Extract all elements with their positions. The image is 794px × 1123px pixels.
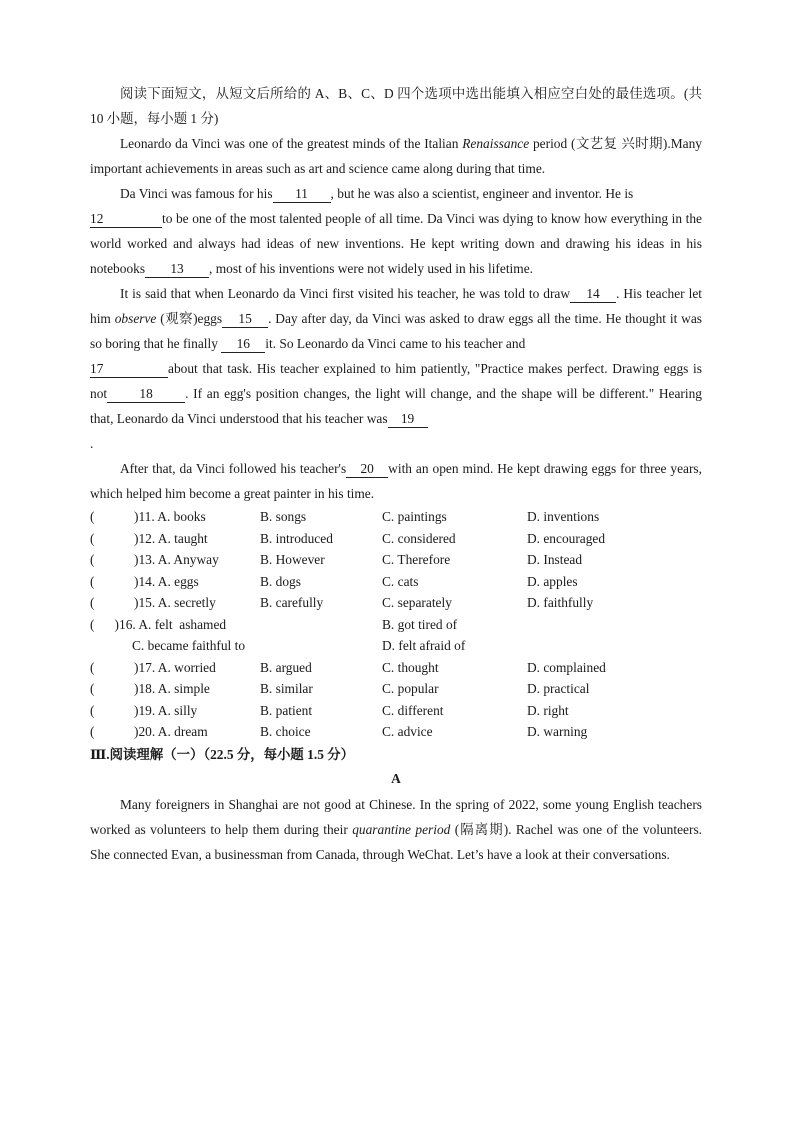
passage-paragraph-1 xyxy=(90,131,702,181)
option-a: ( )16. A. felt ashamed xyxy=(90,616,227,632)
answer-bracket: ( xyxy=(90,724,95,739)
option-d: D. Instead xyxy=(527,552,583,567)
question-row-19 xyxy=(90,700,702,722)
answer-bracket: ( xyxy=(90,552,95,567)
option-a: )20. A. dream xyxy=(134,724,208,739)
option-b: B. carefully xyxy=(260,595,324,610)
option-d: D. apples xyxy=(527,573,578,589)
option-b: B. choice xyxy=(260,724,311,739)
text: . Day after day, da Vinci was asked to draw eggs all the time. He thought it was so boring that he finally xyxy=(90,311,702,351)
italic-term: Renaissance xyxy=(462,136,530,151)
question-row-12 xyxy=(90,528,702,550)
blank-15: 15 xyxy=(222,310,268,328)
option-d: D. felt afraid of xyxy=(382,638,466,653)
option-d: D. inventions xyxy=(527,509,600,524)
answer-bracket: ( xyxy=(90,595,95,610)
option-a: )17. A. worried xyxy=(134,659,216,675)
text: (观察)eggs xyxy=(156,311,223,326)
text: After that, da Vinci followed his teacher's xyxy=(120,461,347,476)
question-row-17 xyxy=(90,657,702,679)
instruction-text: 阅读下面短文，从短文后所给的 A、B、C、D 四个选项中选出能填入相应空白处的最佳选项。(共 10 小题，每小题 1 分) xyxy=(90,86,702,126)
option-c: C. cats xyxy=(382,573,419,589)
blank-14: 14 xyxy=(570,285,616,303)
passage-paragraph-2 xyxy=(90,181,702,281)
text: . His teacher let him xyxy=(90,286,702,326)
passage-label: A xyxy=(391,770,401,786)
option-c: C. became faithful to xyxy=(132,638,246,653)
blank-18: 18 xyxy=(107,385,185,403)
option-a: )15. A. secretly xyxy=(134,595,216,610)
question-row-15 xyxy=(90,592,702,614)
option-a: )18. A. simple xyxy=(134,681,210,696)
option-b: B. similar xyxy=(260,681,313,696)
option-b: B. argued xyxy=(260,659,312,675)
option-d: D. right xyxy=(527,702,569,718)
blank-12: 12 xyxy=(90,210,162,228)
text: Da Vinci was famous for his xyxy=(120,186,273,201)
answer-bracket: ( xyxy=(90,509,95,524)
option-d: D. complained xyxy=(527,659,606,675)
blank-16: 16 xyxy=(221,335,265,353)
option-a: )13. A. Anyway xyxy=(134,552,219,567)
worksheet-content xyxy=(90,81,702,867)
option-c: C. considered xyxy=(382,530,456,546)
option-b: B. dogs xyxy=(260,573,301,589)
option-b: B. songs xyxy=(260,509,307,524)
reading-paragraph xyxy=(90,792,702,867)
option-b: B. patient xyxy=(260,702,313,718)
option-d: D. practical xyxy=(527,681,590,696)
text: . If an egg's position changes, the light will change, and the shape will be different." Hearing that, Leonardo da Vinci understood that his teacher was xyxy=(90,386,702,426)
blank-20: 20 xyxy=(346,460,388,478)
passage-paragraph-3 xyxy=(90,281,702,456)
text: to be one of the most talented people of all time. Da Vinci was dying to know how everything in the world worked and always had ideas of new inventions. He kept writing down and drawing his ideas in his notebooks xyxy=(90,211,702,276)
option-c: C. separately xyxy=(382,595,452,610)
question-row-11 xyxy=(90,506,702,528)
option-c: C. advice xyxy=(382,724,433,739)
option-b: B. got tired of xyxy=(382,616,458,632)
option-c: C. paintings xyxy=(382,509,447,524)
option-b: B. However xyxy=(260,552,325,567)
text: with an open mind. He kept drawing eggs for three years, which helped him become a great painter in his time. xyxy=(90,461,702,501)
option-c: C. thought xyxy=(382,659,439,675)
blank-19: 19 xyxy=(388,410,428,428)
blank-17: 17 xyxy=(90,360,168,378)
text: period (文艺复 兴时期).Many important achievements in areas such as art and science came along during that time. xyxy=(90,136,702,176)
blank-11: 11 xyxy=(273,185,331,203)
answer-bracket: ( xyxy=(90,530,95,546)
question-row-13 xyxy=(90,549,702,571)
option-c: C. Therefore xyxy=(382,552,451,567)
question-row-20 xyxy=(90,721,702,743)
option-b: B. introduced xyxy=(260,530,333,546)
question-row-16 xyxy=(90,614,702,636)
question-options xyxy=(90,506,702,743)
italic-term: quarantine period xyxy=(352,821,451,837)
answer-bracket: ( xyxy=(90,573,95,589)
passage-paragraph-4 xyxy=(90,456,702,506)
text: , but he was also a scientist, engineer and inventor. He is xyxy=(330,186,634,201)
answer-bracket: ( xyxy=(90,681,95,696)
option-d: D. encouraged xyxy=(527,530,606,546)
text: it. So Leonardo da Vinci came to his teacher and xyxy=(265,336,526,351)
option-a: )19. A. silly xyxy=(134,702,198,718)
option-c: C. popular xyxy=(382,681,439,696)
text: Many foreigners in Shanghai are not good at Chinese. In the spring of 2022, some young English teachers worked as volunteers to help them during their xyxy=(90,796,702,837)
italic-term: observe xyxy=(114,311,157,326)
option-d: D. faithfully xyxy=(527,595,594,610)
question-row-14 xyxy=(90,571,702,593)
option-a: )12. A. taught xyxy=(134,530,208,546)
section-heading: Ⅲ.阅读理解（一）（22.5 分，每小题 1.5 分） xyxy=(90,746,355,762)
text: , most of his inventions were not widely used in his lifetime. xyxy=(209,261,533,276)
answer-bracket: ( xyxy=(90,659,95,675)
text: about that task. His teacher explained to him patiently, "Practice makes perfect. Drawing eggs is not xyxy=(90,361,702,401)
question-row-18 xyxy=(90,678,702,700)
option-d: D. warning xyxy=(527,724,588,739)
option-a: )11. A. books xyxy=(134,509,206,524)
option-a: )14. A. eggs xyxy=(134,573,199,589)
text: (隔离期). Rachel was one of the volunteers. She connected Evan, a businessman from Canada, through WeChat. Let’s have a look at their conversations. xyxy=(90,821,702,862)
text: . xyxy=(90,436,94,451)
text: Leonardo da Vinci was one of the greatest minds of the Italian xyxy=(120,136,463,151)
question-row-16-cont xyxy=(90,635,702,657)
answer-bracket: ( xyxy=(90,702,95,718)
option-c: C. different xyxy=(382,702,444,718)
blank-13: 13 xyxy=(145,260,209,278)
text: It is said that when Leonardo da Vinci first visited his teacher, he was told to draw xyxy=(120,286,571,301)
